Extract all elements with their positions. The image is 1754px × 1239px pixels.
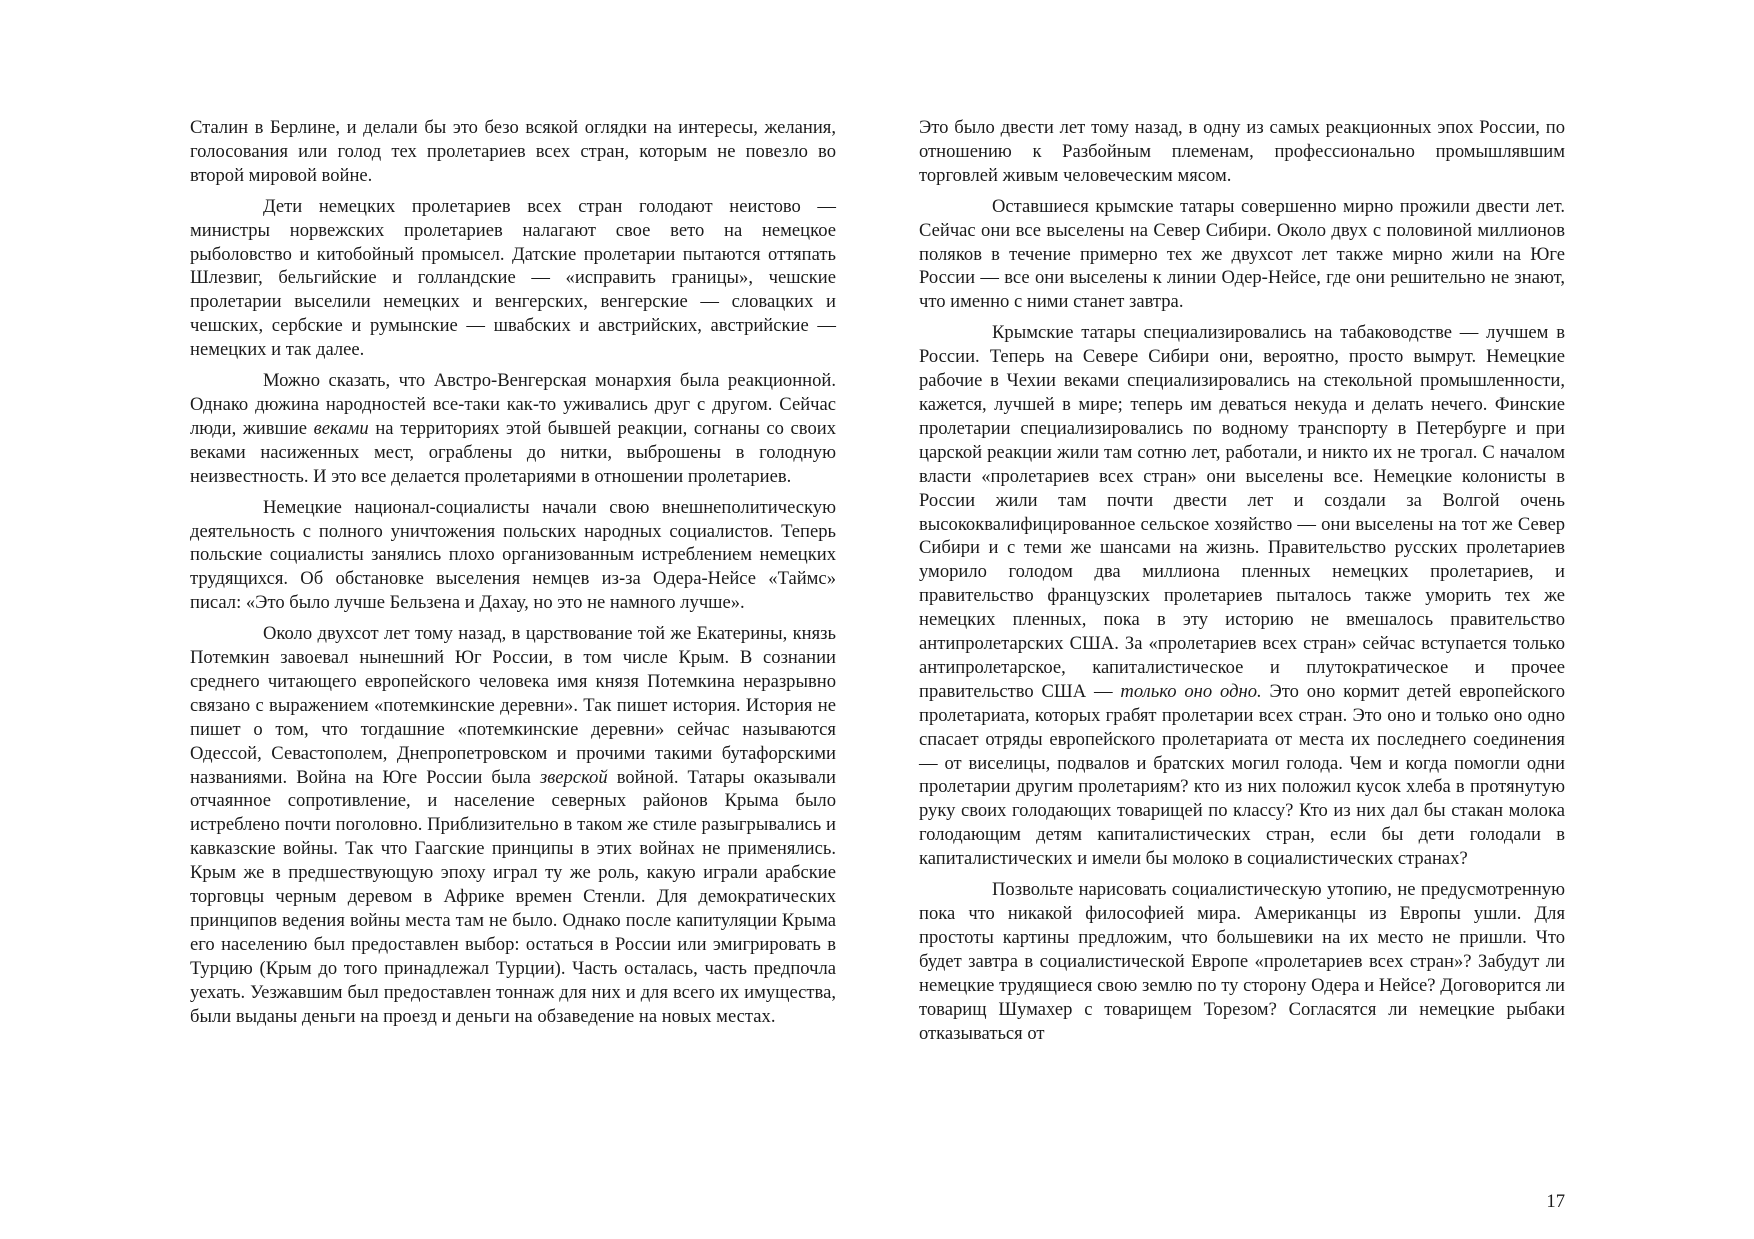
text-run: войной. Татары оказывали отчаянное сопротивление, и население северных районов Крыма было истреблено почти поголовно. Приблизительно в таком же стиле разыгрывались и кавказские войны. Так что Гаагские принципы в этих войнах не применялись. Крым же в предшествующую эпоху играл ту же роль, какую играли арабские торговцы черным деревом в Африке времен Стенли. Для демократических принципов ведения войны места там не было. Однако после капитуляции Крыма его населению был предоставлен выбор: остаться в России или эмигрировать в Турцию (Крым до того принадлежал Турции). Часть осталась, часть предпочла уехать. Уезжавшим был предоставлен тоннаж для них и для всего их имущества, были выданы деньги на проезд и деньги на обзаведение на новых местах. — [190, 766, 837, 1027]
italic-text: только оно одно. — [1120, 680, 1262, 702]
text-run: Сталин в Берлине, и делали бы это безо всякой оглядки на интересы, желания, голосования или голод тех пролетариев всех стран, которым не повезло во второй мировой войне. — [190, 117, 836, 186]
paragraph — [919, 321, 1565, 871]
text-run: Это оно кормит детей европейского пролетариата, которых грабят пролетарии всех стран. Это оно и только оно одно спасает отряды европейского пролетариата от места их последнего соединения — от виселицы, подвалов и братских могил голода. Чем и когда помогли одни пролетарии другим пролетариям? кто из них положил кусок хлеба в протянутую руку своих голодающих товарищей по классу? Кто из них дал бы стакан молока голодающим детям капиталистических стран, если бы дети голодали в капиталистических и имели бы молоко в социалистических странах? — [919, 680, 1566, 870]
right-text-column — [919, 116, 1565, 1052]
paragraph — [919, 195, 1565, 315]
text-run: Немецкие национал-социалисты начали свою внешнеполитическую деятельность с полного уничтожения польских народных социалистов. Теперь польские социалисты занялись плохо организованным истреблением немецких трудящихся. Об обстановке выселения немцев из-за Одера-Нейсе «Таймс» писал: «Это было лучше Бельзена и Дахау, но это не намного лучше». — [190, 496, 836, 614]
text-run: Дети немецких пролетариев всех стран голодают неистово — министры норвежских пролетариев налагают свое вето на немецкое рыболовство и китобойный промысел. Датские пролетарии пытаются оттяпать Шлезвиг, бельгийские и голландские — «исправить границы», чешские пролетарии выселили немецких и венгерских, венгерские — словацких и чешских, сербские и румынские — швабских и австрийских, австрийские — немецких и так далее. — [190, 195, 836, 361]
paragraph — [919, 878, 1565, 1045]
text-run: Позвольте нарисовать социалистическую утопию, не предусмотренную пока что никакой философией мира. Американцы из Европы ушли. Для простоты картины предложим, что большевики на их место не пришли. Что будет завтра в социалистической Европе «пролетариев всех стран»? Забудут ли немецкие трудящиеся свою землю по ту сторону Одера и Нейсе? Договорится ли товарищ Шумахер с товарищем Торезом? Согласятся ли немецкие рыбаки отказываться от — [919, 879, 1565, 1044]
text-run: Оставшиеся крымские татары совершенно мирно прожили двести лет. Сейчас они все выселены на Север Сибири. Около двух с половиной миллионов поляков в течение примерно тех же двухсот лет также мирно жили на Юге России — все они выселены к линии Одер-Нейсе, где они решительно не знают, что именно с ними станет завтра. — [919, 195, 1565, 313]
paragraph — [190, 622, 836, 1028]
paragraph — [190, 496, 836, 616]
text-run: Можно сказать, что Австро-Венгерская монархия была реакционной. Однако дюжина народностей все-таки как-то уживались друг с другом. Сейчас люди, жившие — [190, 370, 836, 439]
italic-text: веками — [313, 417, 369, 439]
paragraph — [190, 195, 836, 362]
paragraph — [190, 116, 836, 188]
paragraph — [919, 116, 1565, 188]
text-run: Крымские татары специализировались на табаководстве — лучшем в России. Теперь на Севере Сибири они, вероятно, просто вымрут. Немецкие рабочие в Чехии веками специализировались на стекольной промышленности, кажется, лучшей в мире; теперь им деваться некуда и делать нечего. Финские пролетарии специализировались по водному транспорту в Петербурге и при царской реакции жили там сотню лет, работали, и никто их не трогал. С началом власти «пролетариев всех стран» они выселены все. Немецкие колонисты в России жили там почти двести лет и создали за Волгой очень высококвалифицированное сельское хозяйство — они выселены на тот же Север Сибири и с теми же шансами на жизнь. Правительство русских пролетариев уморило голодом два миллиона пленных немецких пролетариев, и правительство французских пролетариев пыталось также уморить тех же немецких пленных, пока в эту историю не вмешалось правительство антипролетарских США. За «пролетариев всех стран» сейчас вступается только антипролетарское, капиталистическое и плутократическое и прочее правительство США — — [919, 322, 1565, 702]
paragraph — [190, 369, 836, 489]
text-run: Это было двести лет тому назад, в одну из самых реакционных эпох России, по отношению к Разбойным племенам, профессионально промышлявшим торговлей живым человеческим мясом. — [919, 117, 1565, 186]
left-text-column — [190, 116, 836, 1036]
text-run: Около двухсот лет тому назад, в царствование той же Екатерины, князь Потемкин завоевал нынешний Юг России, в том числе Крым. В сознании среднего читающего европейского человека имя князя Потемкина неразрывно связано с выражением «потемкинские деревни». Так пишет история. История не пишет о том, что тогдашние «потемкинские деревни» сейчас называются Одессой, Севастополем, Днепропетровском и прочими такими бутафорскими названиями. Война на Юге России была — [190, 623, 836, 788]
text-run: на территориях этой бывшей реакции, согнаны со своих веками насиженных мест, ограблены до нитки, выброшены в голодную неизвестность. И это все делается пролетариями в отношении пролетариев. — [190, 417, 836, 487]
italic-text: зверской — [539, 766, 608, 788]
page-number: 17 — [1546, 1191, 1565, 1212]
